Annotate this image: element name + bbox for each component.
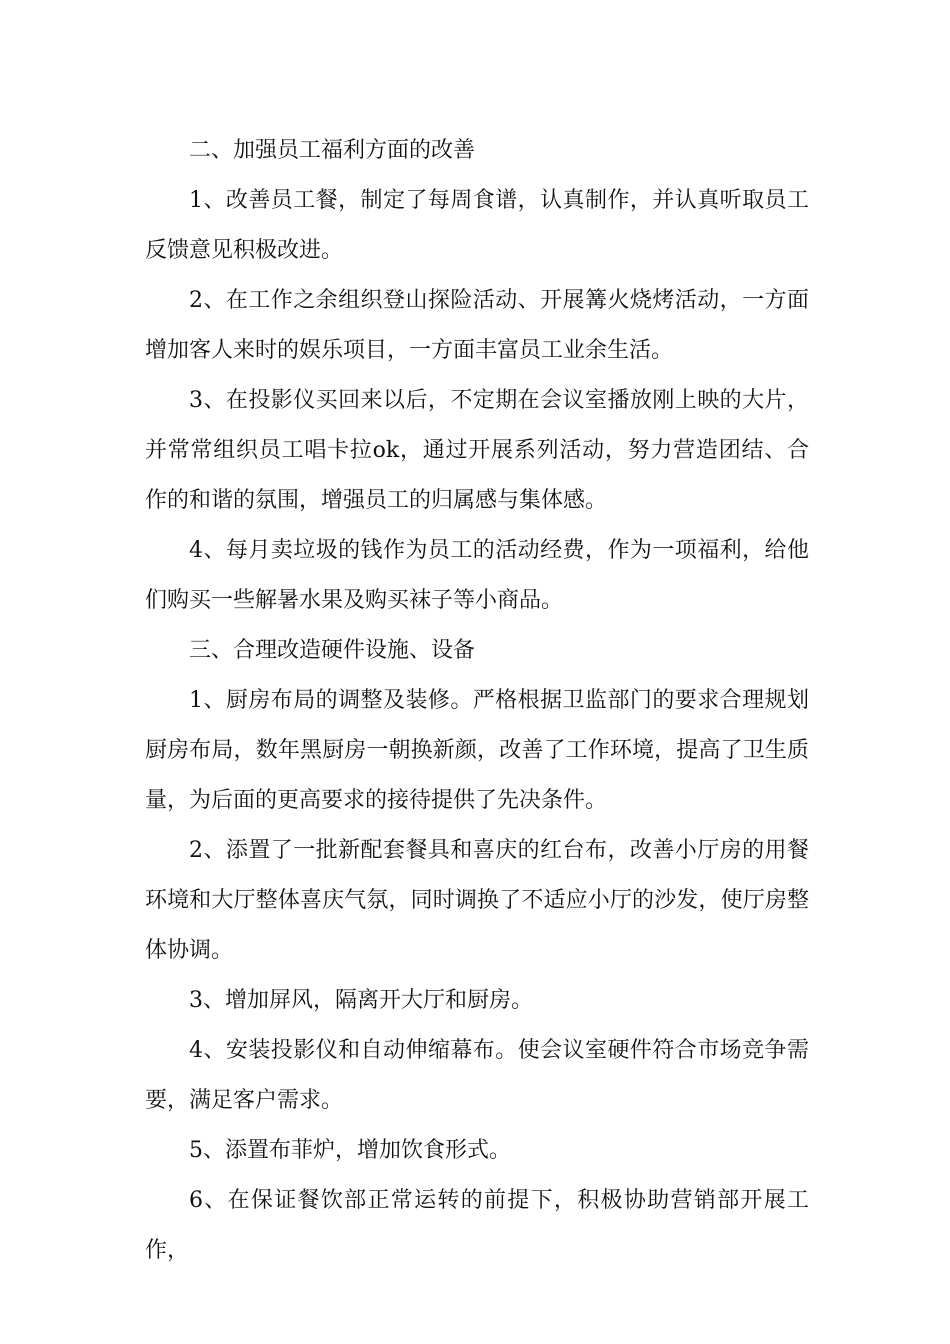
facilities-item-4: 4、安装投影仪和自动伸缩幕布。使会议室硬件符合市场竞争需要，满足客户需求。 [145, 1038, 809, 1113]
facilities-item-6: 6、在保证餐饮部正常运转的前提下，积极协助营销部开展工作， [145, 1188, 809, 1263]
section-heading-welfare: 二、加强员工福利方面的改善 [189, 138, 476, 163]
facilities-item-1: 1、厨房布局的调整及装修。严格根据卫监部门的要求合理规划厨房布局，数年黑厨房一朝换新颜，改善了工作环境，提高了卫生质量，为后面的更高要求的接待提供了先决条件。 [145, 688, 809, 813]
facilities-item-3: 3、增加屏风，隔离开大厅和厨房。 [189, 988, 533, 1013]
facilities-item-5: 5、添置布菲炉，增加饮食形式。 [189, 1138, 511, 1163]
welfare-item-1: 1、改善员工餐，制定了每周食谱，认真制作，并认真听取员工反馈意见积极改进。 [145, 188, 809, 263]
welfare-item-3: 3、在投影仪买回来以后，不定期在会议室播放刚上映的大片，并常常组织员工唱卡拉ok，通过开展系列活动，努力营造团结、合作的和谐的氛围，增强员工的归属感与集体感。 [145, 388, 809, 513]
facilities-item-2: 2、添置了一批新配套餐具和喜庆的红台布，改善小厅房的用餐环境和大厅整体喜庆气氛，同时调换了不适应小厅的沙发，使厅房整体协调。 [145, 838, 809, 963]
welfare-item-2: 2、在工作之余组织登山探险活动、开展篝火烧烤活动，一方面增加客人来时的娱乐项目，一方面丰富员工业余生活。 [145, 288, 809, 363]
welfare-item-4: 4、每月卖垃圾的钱作为员工的活动经费，作为一项福利，给他们购买一些解暑水果及购买袜子等小商品。 [145, 538, 809, 613]
section-heading-facilities: 三、合理改造硬件设施、设备 [189, 638, 476, 663]
document-body [145, 126, 809, 1276]
